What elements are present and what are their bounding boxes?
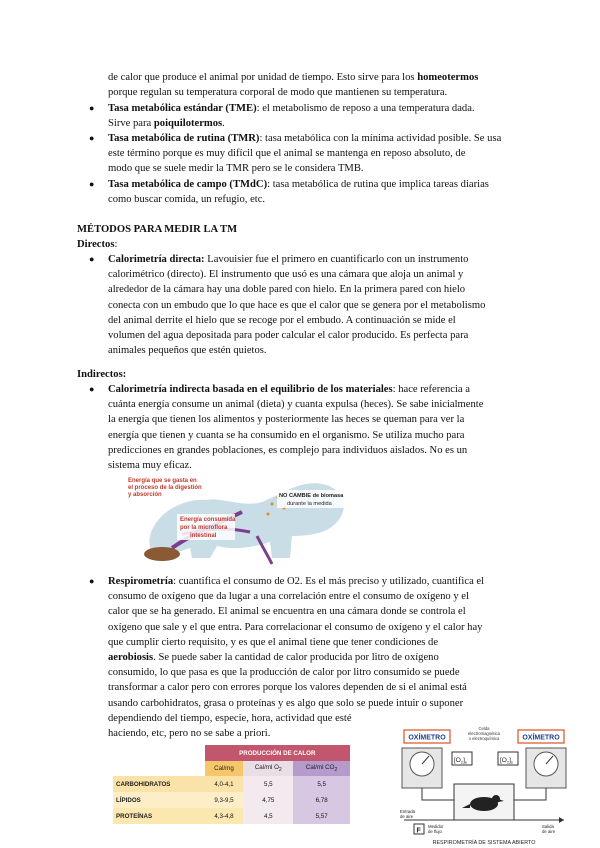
line: usando carbohidratos, grasa o proteínas y es algo que solo se puede intuir o suponer — [108, 697, 464, 709]
subscript: 2 — [278, 767, 282, 774]
bracket: ] — [463, 757, 465, 764]
def-text: : tasa metabólica con la mínima actividad posible. Se usa — [259, 133, 502, 144]
row-label: CARBOHIDRATOS — [116, 780, 171, 788]
def-term: Tasa metabólica de rutina (TMR) — [108, 133, 260, 144]
subscript: e — [464, 759, 468, 765]
subscript: s — [510, 759, 513, 765]
table-title-row — [113, 745, 350, 761]
col-header — [293, 761, 350, 776]
row-label: LÍPIDOS — [116, 796, 141, 804]
def-text: . — [222, 118, 225, 130]
term: Respirometría — [108, 576, 174, 587]
label-biomasa: NO CAMBIE de biomasa — [279, 493, 344, 499]
figure-caption: RESPIROMETRÍA DE SISTEMA ABIERTO — [432, 840, 536, 846]
label-digestion: y absorción — [128, 492, 162, 498]
def-term: Tasa metabólica estándar (TME) — [108, 103, 257, 114]
def-tmr — [89, 131, 520, 177]
line: consumo de oxígeno que da lugar a una correlación entre el consumo de oxígeno y el — [108, 591, 469, 603]
directos-label: Directos — [77, 239, 115, 250]
line: animales pequeños que estén quietos. — [108, 345, 267, 357]
bullet-icon: ● — [89, 254, 95, 264]
def-text: Sirve para — [108, 118, 154, 130]
cell-label: o electroquímica — [468, 736, 500, 741]
line: volumen del agua depositada para poder calcular el calor producido. Es perfecta para — [108, 330, 469, 342]
flow-meter-label: F — [416, 827, 421, 835]
line: dependiendo del tiempo, especie, hora, actividad que esté — [108, 712, 352, 724]
line: calorimétrico (directo). El instrumento que usó es una cámara que aloja un animal y — [108, 269, 464, 281]
label-digestion: el proceso de la digestión — [128, 485, 202, 491]
line: predicciones en grandes poblaciones, es complejo para individuos aislados. No es un — [108, 444, 468, 456]
line: transformar a calor pero con errores porque los valores dependen de si el animal está — [108, 682, 467, 694]
homeotermos-term: homeotermos — [417, 72, 479, 83]
bullet-icon: ● — [89, 133, 95, 143]
salida-label: Salida — [542, 824, 554, 829]
medidor-label: de flujo — [428, 829, 442, 834]
oximeter-right-label: OXÍMETRO — [522, 734, 560, 742]
line: que cumplir cierto requisito, y es que el animal tiene que tener condiciones de — [108, 636, 439, 648]
bullet-icon: ● — [89, 103, 95, 113]
col-header-text: Cal/ml O — [254, 763, 279, 771]
col-header — [243, 761, 293, 776]
poiquilotermos-term: poiquilotermos — [153, 118, 223, 130]
cell: 5,5 — [243, 776, 293, 792]
intro-paragraph — [108, 70, 528, 100]
calorimetry-figure — [122, 474, 354, 566]
entrada-label: de aire — [400, 814, 414, 819]
table-row — [113, 792, 350, 808]
def-text: como buscar comida, un refugio, etc. — [108, 194, 266, 206]
table-header-row — [113, 761, 350, 776]
term: Calorimetría indirecta basada en el equilibrio de los materiales — [108, 384, 393, 395]
def-text: : el metabolismo de reposo a una temperatura dada. — [256, 103, 475, 114]
oximeter-left-label: OXÍMETRO — [408, 734, 446, 742]
bullet-icon: ● — [89, 179, 95, 189]
heat-production-table — [113, 745, 350, 824]
def-text: modo que se suele medir la TMR pero se le considera TMB. — [108, 163, 364, 175]
subheading-directos — [77, 237, 117, 252]
label-microflora: por la microflora — [180, 525, 228, 531]
line: del animal derrite el hielo que se recoge por el embudo. A continuación se mide el — [108, 314, 456, 326]
def-text: este término porque es muy difícil que el animal se mantenga en reposo absoluto, de — [108, 148, 466, 160]
def-tme — [89, 101, 520, 131]
line: consumido, lo que pasa es que la producción de calor por litro consumido se puede — [108, 667, 460, 679]
cell-label: electromagnética — [468, 731, 500, 736]
table-row — [113, 776, 350, 792]
line: Lavouisier fue el primero en cuantificarlo con un instrumento — [204, 254, 469, 265]
section-heading: MÉTODOS PARA MEDIR LA TM — [77, 224, 238, 235]
line: alrededor de la cámara hay una doble pared con hielo. En la primera pared con hielo — [108, 284, 466, 296]
line: conecta con un embudo que lo que hace es que el calor que se genera por el metabolismo — [108, 299, 486, 311]
cell: 9,3-9,5 — [214, 796, 234, 804]
bracket: ] — [509, 757, 511, 764]
row-label: PROTEÍNAS — [116, 812, 153, 820]
line: energía que tienen y cuanta se ha consumido en el organismo. Se utiliza mucho para — [108, 429, 465, 441]
line: : hace referencia a — [392, 384, 470, 395]
respirometry-figure — [396, 722, 572, 848]
term: Calorimetría directa: — [108, 254, 205, 265]
label-microflora: intestinal — [190, 533, 217, 539]
table-corner — [113, 761, 205, 776]
cell: 6,78 — [293, 792, 350, 808]
cell: 4,5 — [243, 808, 293, 824]
bullet-icon: ● — [89, 384, 95, 394]
intro-line-2: porque regulan su temperatura corporal de modo que mantienen su temperatura. — [108, 87, 448, 99]
cell: 5,5 — [293, 776, 350, 792]
cell: 5,57 — [293, 808, 350, 824]
colon: : — [114, 239, 118, 250]
aerobiosis-term: aerobiosis — [108, 652, 154, 664]
def-text: : tasa metabólica de rutina que implica tareas diarias — [267, 179, 489, 190]
food-bowl — [144, 547, 180, 561]
label-microflora: Energía consumida — [180, 517, 236, 523]
cell: 4,3-4,8 — [214, 812, 234, 820]
col-header-text: Cal/ml CO — [305, 763, 335, 771]
medidor-label: Medidor — [428, 824, 444, 829]
line: oxígeno que sale y el que entra. Para correlacionar el consumo de oxígeno y el calor hay — [108, 621, 483, 633]
line: : cuantifica el consumo de O2. Es el más preciso y utilizado, cuantifica el — [173, 576, 485, 587]
col-header: Cal/mg — [205, 761, 244, 776]
subscript: 2 — [334, 767, 338, 774]
table-title: PRODUCCIÓN DE CALOR — [205, 745, 350, 761]
line: . Se puede saber la cantidad de calor producida por litro de oxígeno — [153, 652, 439, 664]
label-biomasa: durante la medida — [287, 501, 332, 507]
cell: 4,0-4,1 — [214, 780, 234, 788]
line: la energía que tienen los alimentos y posteriormente las heces se queman para ver la — [108, 414, 465, 426]
line: cuánta energía consume un animal (dieta) y cuanta expulsa (heces). Se sabe inicialmente — [108, 399, 484, 411]
line: haciendo, etc, pero no se sabe a priori. — [108, 728, 271, 740]
salida-label: de aire — [542, 829, 556, 834]
table-corner — [113, 745, 205, 761]
bullet-icon: ● — [89, 576, 95, 586]
calorimetria-directa — [89, 252, 520, 358]
cell-label: Celda — [478, 726, 490, 731]
intro-line-1: de calor que produce el animal por unidad de tiempo. Esto sirve para los — [108, 72, 418, 83]
subscript: 2 — [506, 759, 510, 765]
respirometria — [89, 574, 520, 741]
def-term: Tasa metabólica de campo (TMdC) — [108, 179, 268, 190]
label-digestion: Energía que se gasta en — [128, 478, 197, 484]
def-tmdc — [89, 177, 520, 207]
calorimetria-indirecta — [89, 382, 520, 473]
subheading-indirectos: Indirectos: — [77, 369, 127, 380]
table-row — [113, 808, 350, 824]
line: sistema muy eficaz. — [108, 460, 192, 472]
o2-out-label: [O — [500, 757, 507, 764]
cell: 4,75 — [243, 792, 293, 808]
entrada-label: Entrada — [400, 809, 416, 814]
line: calor que se ha generado. El animal se encuentra en una cámara donde se controla el — [108, 606, 466, 618]
subscript: 2 — [460, 759, 464, 765]
o2-in-label: [O — [454, 757, 461, 764]
